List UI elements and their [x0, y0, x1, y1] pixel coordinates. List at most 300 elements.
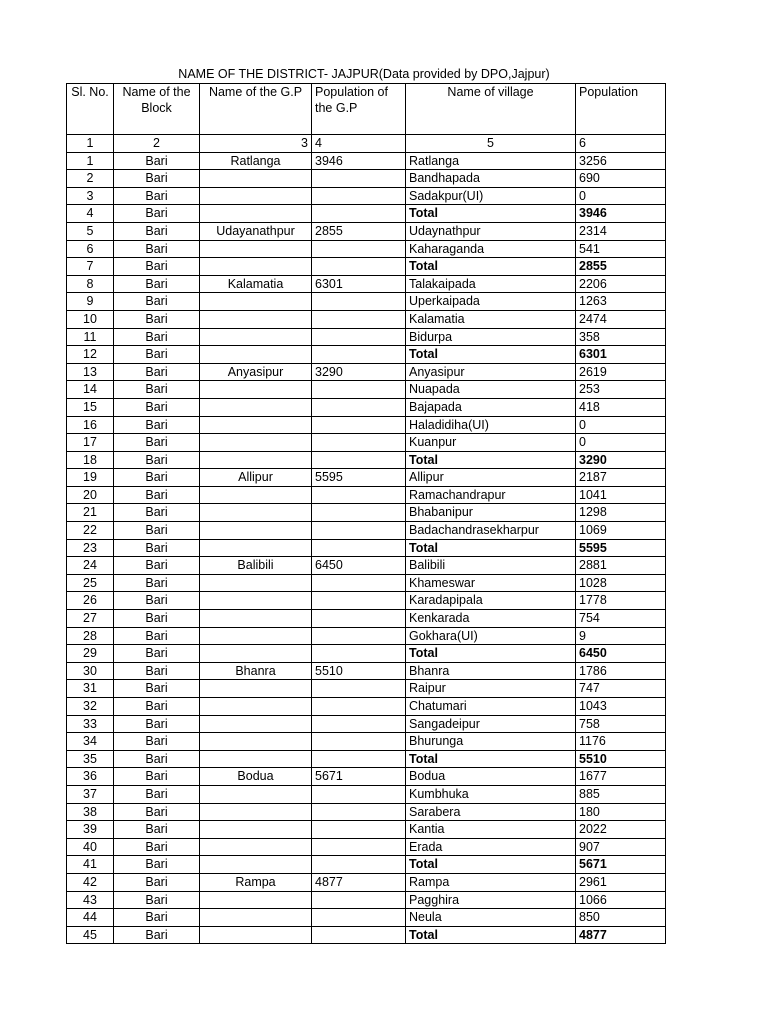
table-row: [67, 469, 666, 487]
cell-gp: Allipur: [200, 469, 312, 487]
cell-block: Bari: [114, 187, 200, 205]
cell-gp: [200, 293, 312, 311]
cell-population: 2474: [576, 310, 666, 328]
table-body: [67, 152, 666, 944]
table-row: [67, 170, 666, 188]
cell-village: Allipur: [406, 469, 576, 487]
cell-population: 5595: [576, 539, 666, 557]
cell-gp: Rampa: [200, 873, 312, 891]
table-row: [67, 240, 666, 258]
cell-block: Bari: [114, 398, 200, 416]
cell-village: Karadapipala: [406, 592, 576, 610]
cell-village: Neula: [406, 909, 576, 927]
cell-block: Bari: [114, 909, 200, 927]
cell-block: Bari: [114, 222, 200, 240]
cell-population: 6450: [576, 645, 666, 663]
cell-block: Bari: [114, 856, 200, 874]
cell-gp-population: [312, 504, 406, 522]
cell-gp-population: [312, 205, 406, 223]
table-row: [67, 293, 666, 311]
cell-block: Bari: [114, 170, 200, 188]
table-row: [67, 610, 666, 628]
cell-gp: [200, 486, 312, 504]
cell-block: Bari: [114, 645, 200, 663]
cell-gp-population: 6450: [312, 557, 406, 575]
cell-sl-no: 9: [67, 293, 114, 311]
cell-sl-no: 28: [67, 627, 114, 645]
cell-gp: Kalamatia: [200, 275, 312, 293]
cell-block: Bari: [114, 610, 200, 628]
cell-gp-population: [312, 645, 406, 663]
cell-block: Bari: [114, 803, 200, 821]
cell-village: Total: [406, 258, 576, 276]
cell-gp: Ratlanga: [200, 152, 312, 170]
header-gp-population: Population of the G.P: [312, 84, 406, 135]
col-number: 4: [312, 135, 406, 153]
cell-block: Bari: [114, 434, 200, 452]
table-row: [67, 891, 666, 909]
cell-block: Bari: [114, 926, 200, 944]
cell-gp-population: [312, 240, 406, 258]
cell-gp-population: 3290: [312, 363, 406, 381]
col-number: 6: [576, 135, 666, 153]
cell-gp: [200, 187, 312, 205]
cell-population: 1028: [576, 574, 666, 592]
cell-population: 1786: [576, 662, 666, 680]
cell-sl-no: 42: [67, 873, 114, 891]
cell-sl-no: 34: [67, 733, 114, 751]
cell-village: Bhabanipur: [406, 504, 576, 522]
cell-sl-no: 20: [67, 486, 114, 504]
cell-gp-population: [312, 891, 406, 909]
cell-gp: [200, 610, 312, 628]
cell-gp-population: [312, 381, 406, 399]
cell-population: 2187: [576, 469, 666, 487]
cell-gp: [200, 926, 312, 944]
cell-gp-population: 3946: [312, 152, 406, 170]
cell-population: 1066: [576, 891, 666, 909]
cell-gp: [200, 698, 312, 716]
table-row: [67, 627, 666, 645]
cell-sl-no: 13: [67, 363, 114, 381]
cell-gp: [200, 627, 312, 645]
cell-population: 1069: [576, 522, 666, 540]
cell-gp-population: [312, 909, 406, 927]
cell-population: 358: [576, 328, 666, 346]
table-row: [67, 698, 666, 716]
cell-gp: Bodua: [200, 768, 312, 786]
cell-sl-no: 44: [67, 909, 114, 927]
cell-gp-population: [312, 416, 406, 434]
table-row: [67, 205, 666, 223]
table-row: [67, 909, 666, 927]
cell-village: Uperkaipada: [406, 293, 576, 311]
cell-gp: [200, 891, 312, 909]
cell-village: Balibili: [406, 557, 576, 575]
cell-village: Total: [406, 750, 576, 768]
cell-gp: [200, 170, 312, 188]
cell-population: 758: [576, 715, 666, 733]
header-sl-no: Sl. No.: [67, 84, 114, 135]
cell-sl-no: 41: [67, 856, 114, 874]
cell-gp: [200, 522, 312, 540]
cell-gp-population: [312, 785, 406, 803]
cell-block: Bari: [114, 416, 200, 434]
cell-sl-no: 7: [67, 258, 114, 276]
cell-sl-no: 3: [67, 187, 114, 205]
cell-village: Total: [406, 856, 576, 874]
cell-block: Bari: [114, 381, 200, 399]
cell-sl-no: 36: [67, 768, 114, 786]
cell-gp: Anyasipur: [200, 363, 312, 381]
cell-gp-population: [312, 434, 406, 452]
cell-block: Bari: [114, 328, 200, 346]
cell-sl-no: 35: [67, 750, 114, 768]
col-number: 1: [67, 135, 114, 153]
table-row: [67, 557, 666, 575]
cell-gp-population: [312, 328, 406, 346]
cell-population: 2206: [576, 275, 666, 293]
cell-block: Bari: [114, 715, 200, 733]
cell-gp-population: 5595: [312, 469, 406, 487]
cell-village: Total: [406, 645, 576, 663]
header-block: Name of the Block: [114, 84, 200, 135]
cell-gp: [200, 205, 312, 223]
cell-gp-population: [312, 346, 406, 364]
cell-gp-population: [312, 574, 406, 592]
cell-sl-no: 22: [67, 522, 114, 540]
cell-gp: [200, 680, 312, 698]
cell-population: 541: [576, 240, 666, 258]
cell-sl-no: 16: [67, 416, 114, 434]
cell-block: Bari: [114, 469, 200, 487]
cell-sl-no: 18: [67, 451, 114, 469]
table-row: [67, 398, 666, 416]
cell-block: Bari: [114, 768, 200, 786]
cell-village: Haladidiha(UI): [406, 416, 576, 434]
cell-sl-no: 19: [67, 469, 114, 487]
cell-gp-population: [312, 698, 406, 716]
cell-block: Bari: [114, 574, 200, 592]
cell-population: 9: [576, 627, 666, 645]
cell-sl-no: 21: [67, 504, 114, 522]
col-number: 2: [114, 135, 200, 153]
cell-gp: [200, 574, 312, 592]
table-row: [67, 926, 666, 944]
cell-gp-population: [312, 715, 406, 733]
cell-block: Bari: [114, 627, 200, 645]
cell-village: Khameswar: [406, 574, 576, 592]
cell-block: Bari: [114, 522, 200, 540]
cell-sl-no: 11: [67, 328, 114, 346]
table-row: [67, 363, 666, 381]
cell-population: 3290: [576, 451, 666, 469]
cell-gp-population: 5671: [312, 768, 406, 786]
cell-block: Bari: [114, 346, 200, 364]
cell-sl-no: 32: [67, 698, 114, 716]
cell-block: Bari: [114, 275, 200, 293]
cell-village: Total: [406, 205, 576, 223]
header-population: Population: [576, 84, 666, 135]
cell-village: Raipur: [406, 680, 576, 698]
cell-block: Bari: [114, 891, 200, 909]
table-row: [67, 328, 666, 346]
cell-sl-no: 38: [67, 803, 114, 821]
cell-gp-population: [312, 821, 406, 839]
cell-gp-population: [312, 627, 406, 645]
cell-gp: Balibili: [200, 557, 312, 575]
cell-gp: [200, 909, 312, 927]
table-row: [67, 504, 666, 522]
cell-gp-population: 6301: [312, 275, 406, 293]
table-row: [67, 803, 666, 821]
cell-gp: [200, 803, 312, 821]
cell-population: 907: [576, 838, 666, 856]
cell-gp: [200, 838, 312, 856]
cell-sl-no: 45: [67, 926, 114, 944]
page-title: NAME OF THE DISTRICT- JAJPUR(Data provided by DPO,Jajpur): [178, 67, 550, 81]
population-table: [66, 83, 666, 944]
cell-gp: Bhanra: [200, 662, 312, 680]
cell-block: Bari: [114, 539, 200, 557]
cell-block: Bari: [114, 698, 200, 716]
cell-village: Bodua: [406, 768, 576, 786]
cell-population: 2961: [576, 873, 666, 891]
table-row: [67, 715, 666, 733]
cell-village: Bidurpa: [406, 328, 576, 346]
cell-population: 6301: [576, 346, 666, 364]
cell-block: Bari: [114, 662, 200, 680]
cell-population: 1778: [576, 592, 666, 610]
table-row: [67, 768, 666, 786]
table-row: [67, 187, 666, 205]
column-number-row: [67, 135, 666, 153]
cell-gp-population: [312, 838, 406, 856]
header-village: Name of village: [406, 84, 576, 135]
cell-gp: [200, 310, 312, 328]
cell-gp: Udayanathpur: [200, 222, 312, 240]
cell-village: Total: [406, 451, 576, 469]
cell-gp-population: [312, 398, 406, 416]
cell-population: 418: [576, 398, 666, 416]
table-row: [67, 346, 666, 364]
table-row: [67, 856, 666, 874]
cell-gp-population: [312, 733, 406, 751]
cell-village: Badachandrasekharpur: [406, 522, 576, 540]
cell-population: 0: [576, 434, 666, 452]
cell-population: 1041: [576, 486, 666, 504]
cell-population: 0: [576, 416, 666, 434]
cell-village: Chatumari: [406, 698, 576, 716]
cell-village: Anyasipur: [406, 363, 576, 381]
table-row: [67, 222, 666, 240]
table-row: [67, 522, 666, 540]
cell-village: Udaynathpur: [406, 222, 576, 240]
cell-sl-no: 12: [67, 346, 114, 364]
cell-block: Bari: [114, 733, 200, 751]
cell-population: 5671: [576, 856, 666, 874]
cell-gp: [200, 821, 312, 839]
cell-gp-population: [312, 451, 406, 469]
table-row: [67, 539, 666, 557]
cell-village: Bandhapada: [406, 170, 576, 188]
cell-sl-no: 15: [67, 398, 114, 416]
cell-population: 2314: [576, 222, 666, 240]
table-row: [67, 574, 666, 592]
cell-sl-no: 23: [67, 539, 114, 557]
cell-population: 885: [576, 785, 666, 803]
cell-block: Bari: [114, 451, 200, 469]
cell-gp: [200, 346, 312, 364]
cell-block: Bari: [114, 873, 200, 891]
table-row: [67, 275, 666, 293]
cell-population: 1298: [576, 504, 666, 522]
cell-village: Kalamatia: [406, 310, 576, 328]
table-row: [67, 486, 666, 504]
cell-block: Bari: [114, 557, 200, 575]
cell-sl-no: 2: [67, 170, 114, 188]
cell-sl-no: 5: [67, 222, 114, 240]
cell-gp: [200, 240, 312, 258]
cell-gp-population: [312, 170, 406, 188]
table-row: [67, 785, 666, 803]
table-row: [67, 451, 666, 469]
cell-population: 1677: [576, 768, 666, 786]
cell-block: Bari: [114, 293, 200, 311]
table-row: [67, 733, 666, 751]
cell-block: Bari: [114, 785, 200, 803]
cell-gp-population: 5510: [312, 662, 406, 680]
cell-block: Bari: [114, 310, 200, 328]
cell-block: Bari: [114, 152, 200, 170]
cell-gp-population: [312, 750, 406, 768]
cell-village: Rampa: [406, 873, 576, 891]
table-row: [67, 680, 666, 698]
cell-sl-no: 10: [67, 310, 114, 328]
cell-gp-population: 2855: [312, 222, 406, 240]
cell-village: Ramachandrapur: [406, 486, 576, 504]
cell-village: Nuapada: [406, 381, 576, 399]
cell-sl-no: 26: [67, 592, 114, 610]
cell-sl-no: 8: [67, 275, 114, 293]
cell-gp: [200, 592, 312, 610]
cell-population: 2881: [576, 557, 666, 575]
cell-gp-population: [312, 187, 406, 205]
table-row: [67, 821, 666, 839]
cell-block: Bari: [114, 205, 200, 223]
cell-village: Sadakpur(UI): [406, 187, 576, 205]
cell-population: 2855: [576, 258, 666, 276]
cell-sl-no: 14: [67, 381, 114, 399]
cell-gp-population: [312, 610, 406, 628]
cell-block: Bari: [114, 504, 200, 522]
cell-gp: [200, 733, 312, 751]
cell-sl-no: 33: [67, 715, 114, 733]
cell-population: 3946: [576, 205, 666, 223]
cell-village: Bajapada: [406, 398, 576, 416]
table-row: [67, 838, 666, 856]
cell-population: 5510: [576, 750, 666, 768]
cell-gp: [200, 504, 312, 522]
cell-sl-no: 37: [67, 785, 114, 803]
cell-village: Kantia: [406, 821, 576, 839]
cell-population: 4877: [576, 926, 666, 944]
cell-sl-no: 43: [67, 891, 114, 909]
cell-sl-no: 17: [67, 434, 114, 452]
cell-gp: [200, 856, 312, 874]
cell-village: Kuanpur: [406, 434, 576, 452]
cell-village: Sarabera: [406, 803, 576, 821]
cell-gp: [200, 258, 312, 276]
table-row: [67, 381, 666, 399]
cell-gp: [200, 328, 312, 346]
cell-block: Bari: [114, 821, 200, 839]
cell-gp: [200, 398, 312, 416]
cell-village: Kumbhuka: [406, 785, 576, 803]
cell-block: Bari: [114, 240, 200, 258]
cell-block: Bari: [114, 486, 200, 504]
cell-sl-no: 31: [67, 680, 114, 698]
cell-gp-population: [312, 522, 406, 540]
cell-village: Ratlanga: [406, 152, 576, 170]
table-row: [67, 645, 666, 663]
cell-village: Erada: [406, 838, 576, 856]
cell-population: 1263: [576, 293, 666, 311]
cell-block: Bari: [114, 680, 200, 698]
cell-gp-population: 4877: [312, 873, 406, 891]
cell-population: 690: [576, 170, 666, 188]
cell-population: 850: [576, 909, 666, 927]
cell-village: Kaharaganda: [406, 240, 576, 258]
cell-population: 180: [576, 803, 666, 821]
table-row: [67, 310, 666, 328]
cell-gp: [200, 785, 312, 803]
cell-sl-no: 1: [67, 152, 114, 170]
cell-gp: [200, 539, 312, 557]
cell-gp-population: [312, 856, 406, 874]
cell-sl-no: 6: [67, 240, 114, 258]
table-row: [67, 592, 666, 610]
table-row: [67, 258, 666, 276]
cell-sl-no: 29: [67, 645, 114, 663]
cell-population: 747: [576, 680, 666, 698]
header-gp: Name of the G.P: [200, 84, 312, 135]
table-row: [67, 662, 666, 680]
cell-gp: [200, 750, 312, 768]
cell-block: Bari: [114, 838, 200, 856]
cell-gp: [200, 434, 312, 452]
table-row: [67, 416, 666, 434]
cell-sl-no: 4: [67, 205, 114, 223]
cell-gp-population: [312, 680, 406, 698]
cell-gp: [200, 381, 312, 399]
table-row: [67, 434, 666, 452]
cell-gp-population: [312, 258, 406, 276]
cell-population: 0: [576, 187, 666, 205]
cell-village: Bhurunga: [406, 733, 576, 751]
cell-sl-no: 40: [67, 838, 114, 856]
cell-population: 2022: [576, 821, 666, 839]
cell-sl-no: 24: [67, 557, 114, 575]
cell-sl-no: 27: [67, 610, 114, 628]
cell-gp-population: [312, 592, 406, 610]
cell-gp: [200, 416, 312, 434]
cell-village: Kenkarada: [406, 610, 576, 628]
cell-gp-population: [312, 539, 406, 557]
cell-population: 1176: [576, 733, 666, 751]
cell-population: 754: [576, 610, 666, 628]
col-number: 3: [200, 135, 312, 153]
